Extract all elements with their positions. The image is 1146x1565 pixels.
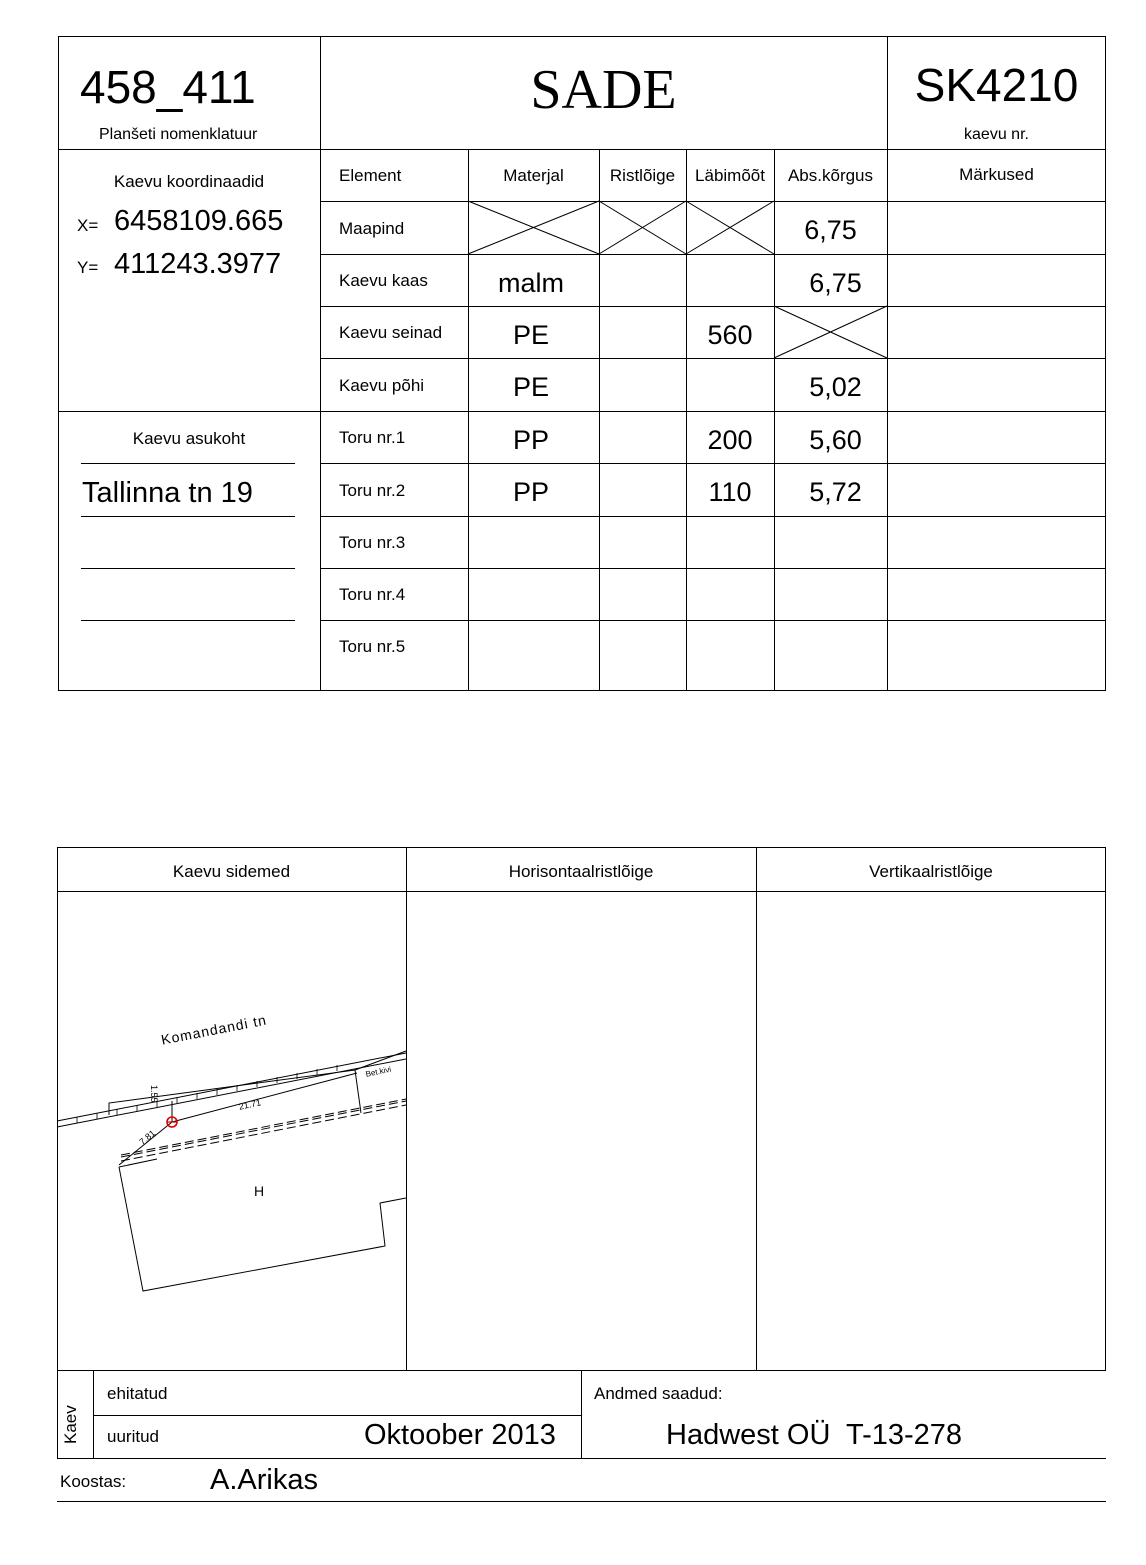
row-element: Kaevu põhi — [339, 376, 425, 395]
row-height: 5,60 — [809, 425, 862, 455]
sketch-dimension-3: 7.81 — [137, 1127, 158, 1147]
document-title: SADE — [530, 59, 677, 121]
links-panel-title: Kaevu sidemed — [172, 862, 291, 881]
location-sketch — [57, 891, 406, 1371]
col-header-abs-height: Abs.kõrgus — [787, 166, 874, 185]
row-diameter: 110 — [708, 477, 752, 507]
row-diameter: 200 — [707, 425, 753, 455]
row-element: Toru nr.2 — [339, 481, 406, 500]
row-element: Toru nr.5 — [339, 637, 406, 656]
y-coordinate-label: Y= — [77, 258, 99, 277]
nomenclature-label: Planšeti nomenklatuur — [99, 126, 258, 143]
row-height: 5,72 — [809, 477, 862, 507]
data-source-value: Hadwest OÜ T-13-278 — [666, 1419, 963, 1451]
col-header-cross-section: Ristlõige — [609, 166, 676, 185]
built-label: ehitatud — [107, 1384, 168, 1403]
row-material: PP — [512, 425, 550, 455]
sketch-corner-label: Bet.kivi — [364, 1064, 392, 1079]
row-element: Toru nr.1 — [339, 428, 406, 447]
surveyed-label: uuritud — [107, 1427, 159, 1446]
row-height: 5,02 — [809, 372, 862, 402]
col-header-diameter: Läbimõõt — [695, 166, 765, 185]
well-number: SK4210 — [914, 59, 1079, 111]
row-height: 6,75 — [809, 268, 862, 298]
compiled-value: A.Arikas — [210, 1464, 318, 1496]
nomenclature-value: 458_411 — [80, 61, 256, 113]
horizontal-section-title: Horisontaalristlõige — [508, 862, 654, 881]
sketch-street-name: Komandandi tn — [159, 1011, 269, 1048]
location-label: Kaevu asukoht — [132, 429, 246, 448]
well-number-label: kaevu nr. — [964, 126, 1029, 143]
coordinates-label: Kaevu koordinaadid — [113, 172, 265, 191]
x-coordinate-label: X= — [77, 216, 99, 235]
row-element: Toru nr.4 — [339, 585, 406, 604]
row-element: Maapind — [339, 219, 405, 238]
row-element: Kaevu kaas — [339, 271, 428, 290]
sketch-dimension-2: 21.71 — [237, 1097, 262, 1112]
row-material: PE — [512, 320, 550, 350]
data-source-label: Andmed saadud: — [594, 1384, 723, 1403]
row-material: PP — [512, 477, 550, 507]
row-element: Toru nr.3 — [339, 533, 406, 552]
surveyed-value: Oktoober 2013 — [364, 1419, 556, 1451]
row-diameter: 560 — [707, 320, 753, 350]
row-material: malm — [498, 268, 564, 298]
col-header-element: Element — [339, 166, 402, 185]
kaev-label: Kaev — [61, 1405, 80, 1444]
vertical-section-title: Vertikaalristlõige — [869, 862, 993, 881]
row-material: PE — [512, 372, 550, 402]
x-coordinate-value: 6458109.665 — [114, 205, 284, 237]
sketch-dimension-1: 1.55 — [149, 1085, 159, 1103]
sketch-building-label: H — [254, 1183, 265, 1199]
col-header-material: Materjal — [503, 166, 564, 185]
row-height: 6,75 — [804, 215, 857, 245]
y-coordinate-value: 411243.3977 — [114, 248, 282, 280]
location-line-1: Tallinna tn 19 — [82, 477, 253, 509]
row-element: Kaevu seinad — [339, 323, 443, 342]
col-header-notes: Märkused — [959, 165, 1034, 184]
compiled-label: Koostas: — [60, 1472, 127, 1491]
